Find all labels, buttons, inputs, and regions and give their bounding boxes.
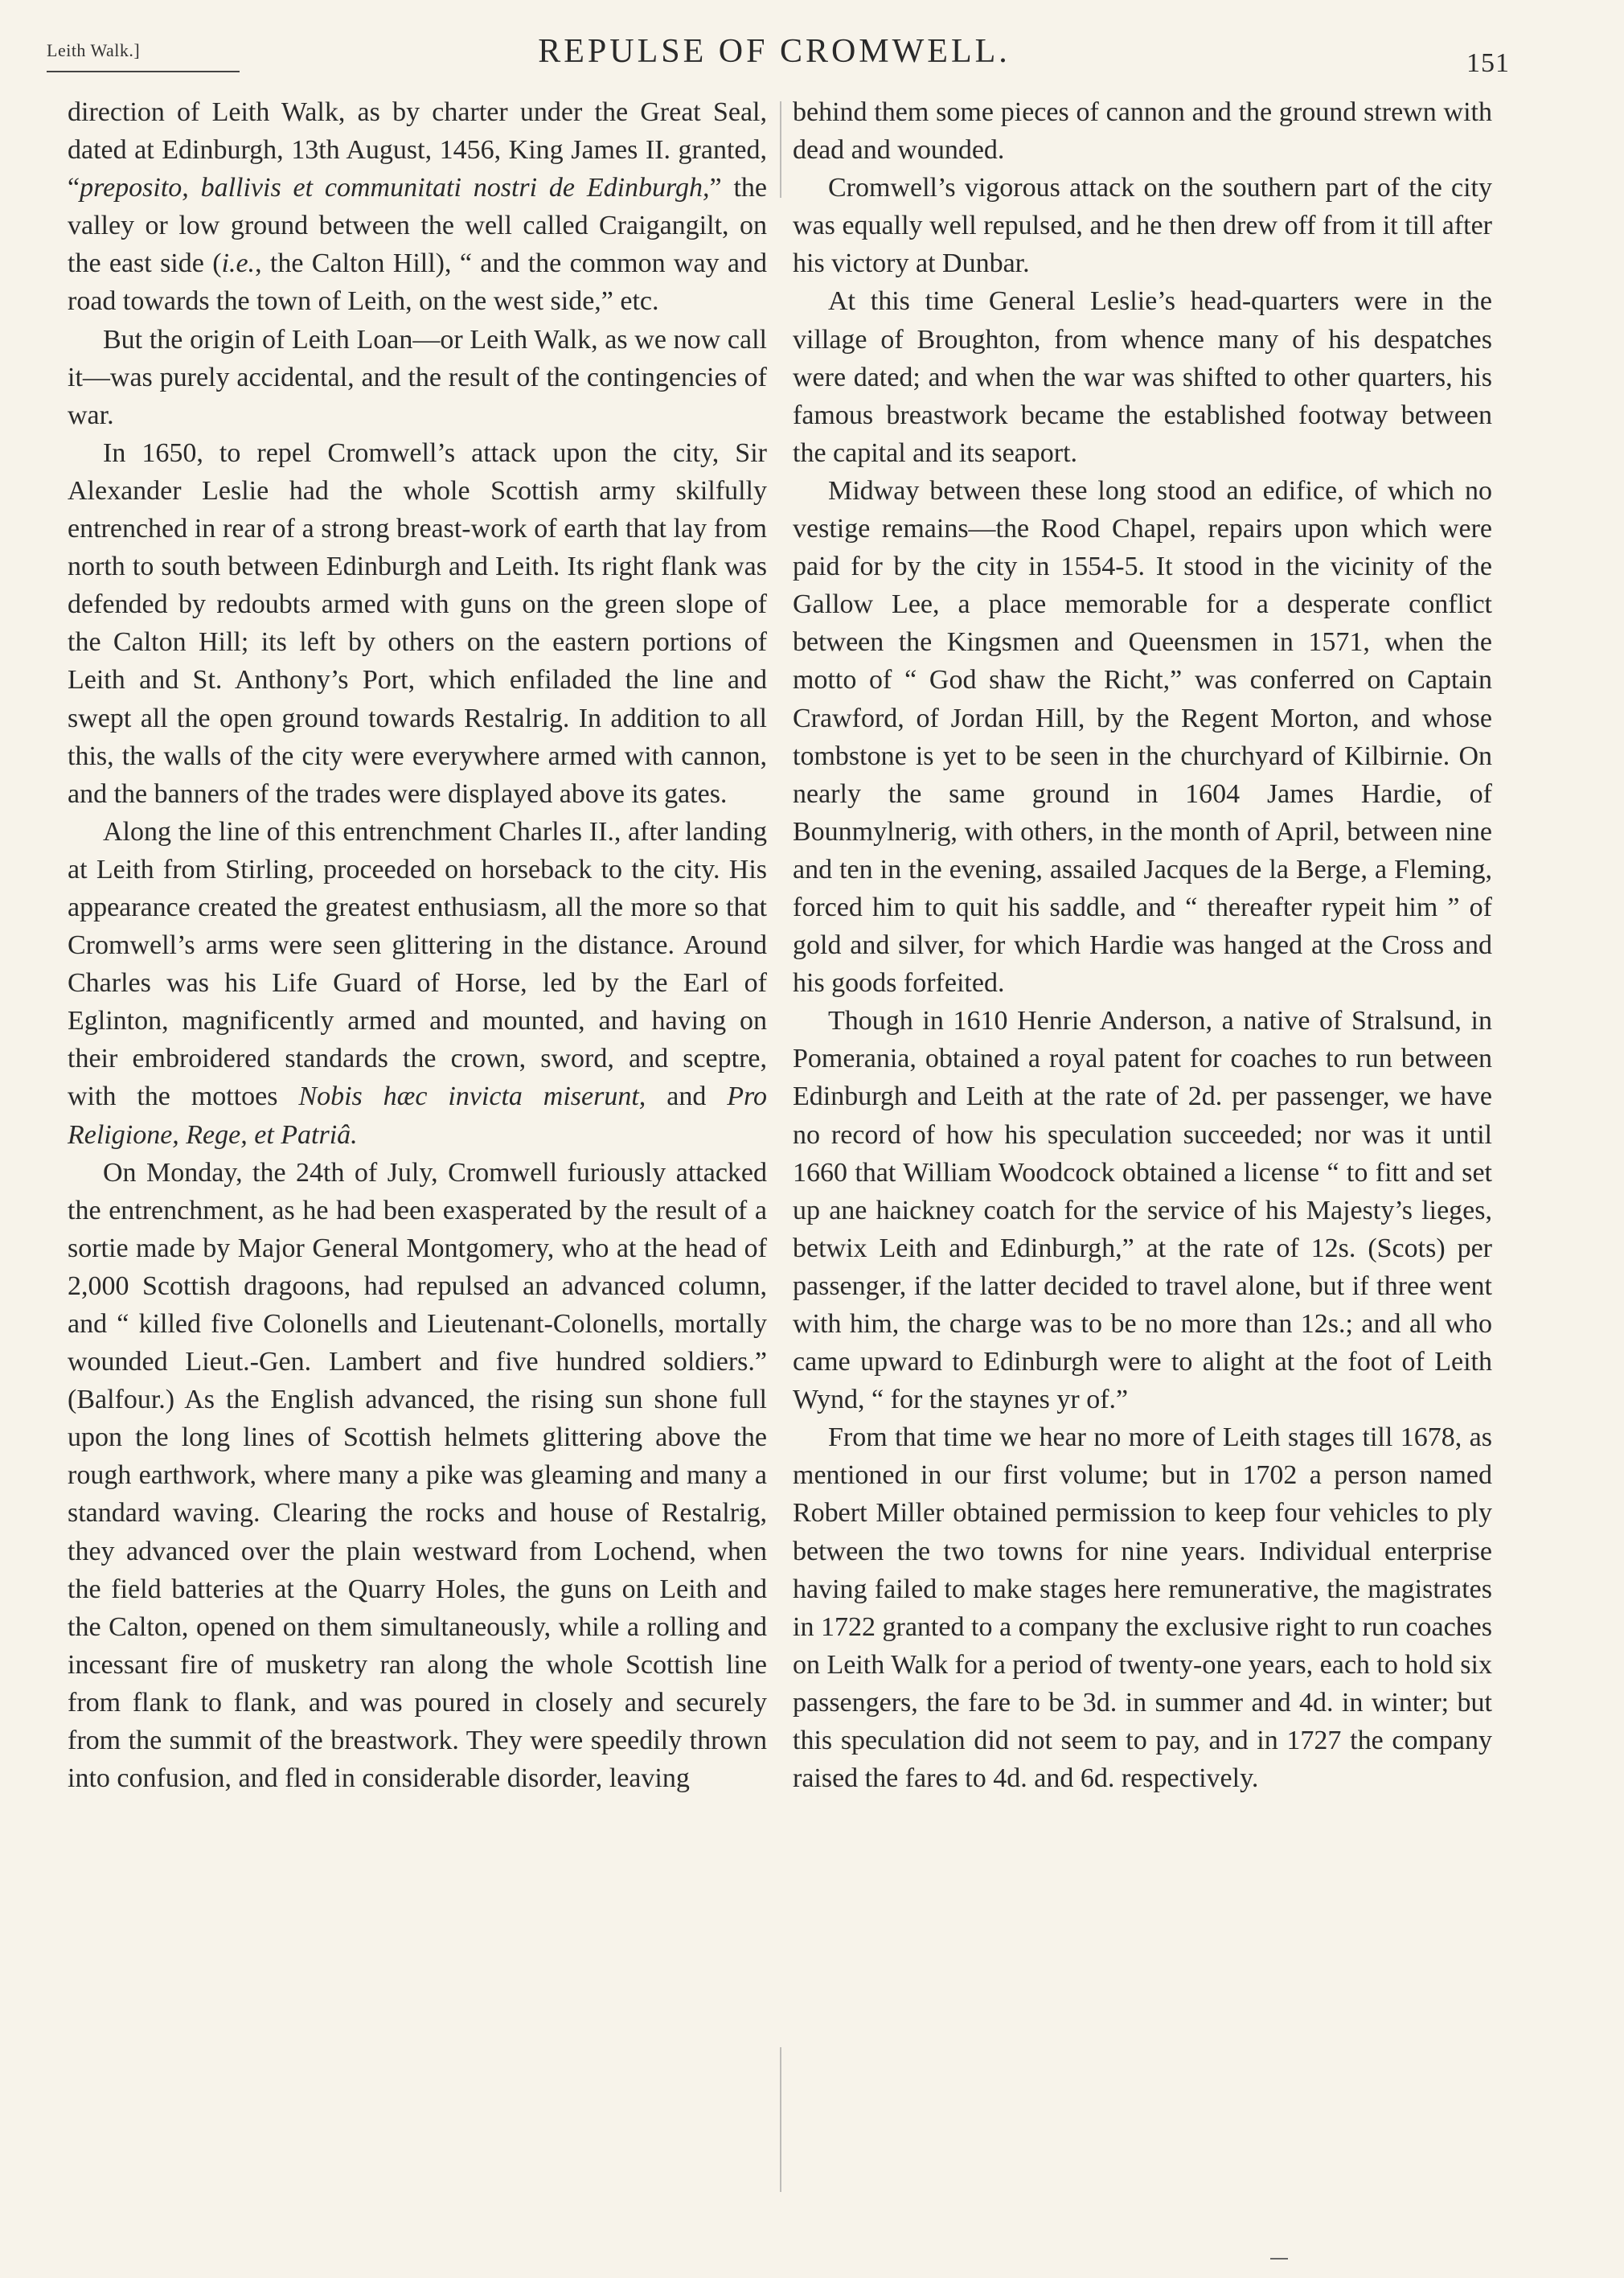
print-mark <box>1270 2258 1288 2260</box>
paragraph: From that time we hear no more of Leith stages till 1678, as mentioned in our first volume; but in 1702 a person named Robert Miller obtained permission to keep four vehicles to ply between the two towns for nine years. Individual enterprise having failed to make stages here remunerative, the magistrates in 1722 granted to a company the exclusive right to run coaches on Leith Walk for a period of twenty-one years, each to hold six passengers, the fare to be 3d. in summer and 4d. in winter; but this speculation did not seem to pay, and in 1727 the company raised the fares to 4d. and 6d. respectively. <box>793 1422 1492 1794</box>
paragraph-text: and <box>646 1082 728 1112</box>
column-divider <box>780 101 781 2192</box>
right-column <box>793 93 1492 1797</box>
paragraph-text: , the Calton Hill), “ and the common way and road towards the town of Leith, on the west side,” etc. <box>68 248 767 317</box>
paragraph: On Monday, the 24th of July, Cromwell furiously attacked the entrenchment, as he had been exasperated by the result of a sortie made by Major General Montgomery, who at the head of 2,000 Scottish dragoons, had repulsed an advanced column, and “ killed five Colonells and Lieutenant-Colonells, mortally wounded Lieut.-Gen. Lambert and five hundred soldiers.” (Balfour.) As the English advanced, the rising sun shone full upon the long lines of Scottish helmets glittering above the rough earthwork, where many a pike was gleaming and many a standard waving. Clearing the rocks and house of Restalrig, they advanced over the plain westward from Lochend, when the field batteries at the Quarry Holes, the guns on Leith and the Calton, opened on them simultaneously, while a rolling and incessant fire of musketry ran along the whole Scottish line from flank to flank, and was poured in closely and securely from the summit of the breastwork. They were speedily thrown into confusion, and fled in considerable disorder, leaving <box>68 1157 767 1794</box>
paragraph: But the origin of Leith Loan—or Leith Walk, as we now call it—was purely accidental, and the result of the contingencies of war. <box>68 324 767 430</box>
paragraph: In 1650, to repel Cromwell’s attack upon the city, Sir Alexander Leslie had the whole Scottish army skilfully entrenched in rear of a strong breast-work of earth that lay from north to south between Edinburgh and Leith. Its right flank was defended by redoubts armed with guns on the green slope of the Calton Hill; its left by others on the eastern portions of Leith and St. Anthony’s Port, which enfiladed the line and swept all the open ground towards Restalrig. In addition to all this, the walls of the city were everywhere armed with cannon, and the banners of the trades were displayed above its gates. <box>68 437 767 809</box>
motto: Pro Religione, Rege, et Patriâ. <box>68 1082 767 1150</box>
running-header <box>47 32 1510 78</box>
header-rule <box>47 71 240 72</box>
paragraph <box>68 93 767 321</box>
running-head-title: REPULSE OF CROMWELL. <box>538 33 1011 70</box>
paragraph <box>68 813 767 1154</box>
paragraph: Midway between these long stood an edifice, of which no vestige remains—the Rood Chapel, repairs upon which were paid for by the city in 1554-5. It stood in the vicinity of the Gallow Lee, a place memorable for a desperate conflict between the Kingsmen and Queensmen in 1571, when the motto of “ God shaw the Richt,” was conferred on Captain Crawford, of Jordan Hill, by the Regent Morton, and whose tombstone is yet to be seen in the churchyard of Kilbirnie. On nearly the same ground in 1604 James Hardie, of Bounmylnerig, with others, in the month of April, between nine and ten in the evening, assailed Jacques de la Berge, a Fleming, forced him to quit his saddle, and “ thereafter rypeit him ” of gold and silver, for which Hardie was hanged at the Cross and his goods forfeited. <box>793 475 1492 999</box>
paragraph: behind them some pieces of cannon and the ground strewn with dead and wounded. <box>793 97 1492 166</box>
paragraph: Though in 1610 Henrie Anderson, a native of Stralsund, in Pomerania, obtained a royal patent for coaches to run between Edinburgh and Leith at the rate of 2d. per passenger, we have no record of how his speculation succeeded; nor was it until 1660 that William Woodcock obtained a license “ to fitt and set up ane haickney coatch for the service of his Majesty’s lieges, betwix Leith and Edinburgh,” at the rate of 12s. (Scots) per passenger, if the latter decided to travel alone, but if three went with him, the charge was to be no more than 12s.; and all who came upward to Edinburgh were to alight at the foot of Leith Wynd, “ for the staynes yr of.” <box>793 1006 1492 1415</box>
running-head-section: Leith Walk.] <box>47 40 141 60</box>
abbreviation: i.e. <box>221 248 256 279</box>
paragraph-text: Along the line of this entrenchment Charles II., after landing at Leith from Stirling, proceeded on horseback to the city. His appearance created the greatest enthusiasm, all the more so that Cromwell’s arms were seen glittering in the distance. Around Charles was his Life Guard of Horse, led by the Earl of Eglinton, magnificently armed and mounted, and having on their embroidered standards the crown, sword, and sceptre, with the mottoes <box>68 816 767 1112</box>
paragraph-text: ” the valley or low ground between the well called Craigangilt, on the east side ( <box>68 173 767 279</box>
paragraph: Cromwell’s vigorous attack on the southern part of the city was equally well repulsed, and he then drew off from it till after his victory at Dunbar. <box>793 173 1492 279</box>
motto: Nobis hæc invicta miserunt, <box>298 1082 646 1112</box>
page-number: 151 <box>1466 48 1510 78</box>
paragraph-text: direction of Leith Walk, as by charter under the Great Seal, dated at Edinburgh, 13th August, 1456, King James II. granted, “ <box>68 97 767 203</box>
paragraph: At this time General Leslie’s head-quarters were in the village of Broughton, from whence many of his despatches were dated; and when the war was shifted to other quarters, his famous breastwork became the established footway between the capital and its seaport. <box>793 286 1492 468</box>
latin-quote: preposito, ballivis et communitati nostri de Edinburgh, <box>80 173 710 203</box>
left-column <box>68 93 767 1797</box>
